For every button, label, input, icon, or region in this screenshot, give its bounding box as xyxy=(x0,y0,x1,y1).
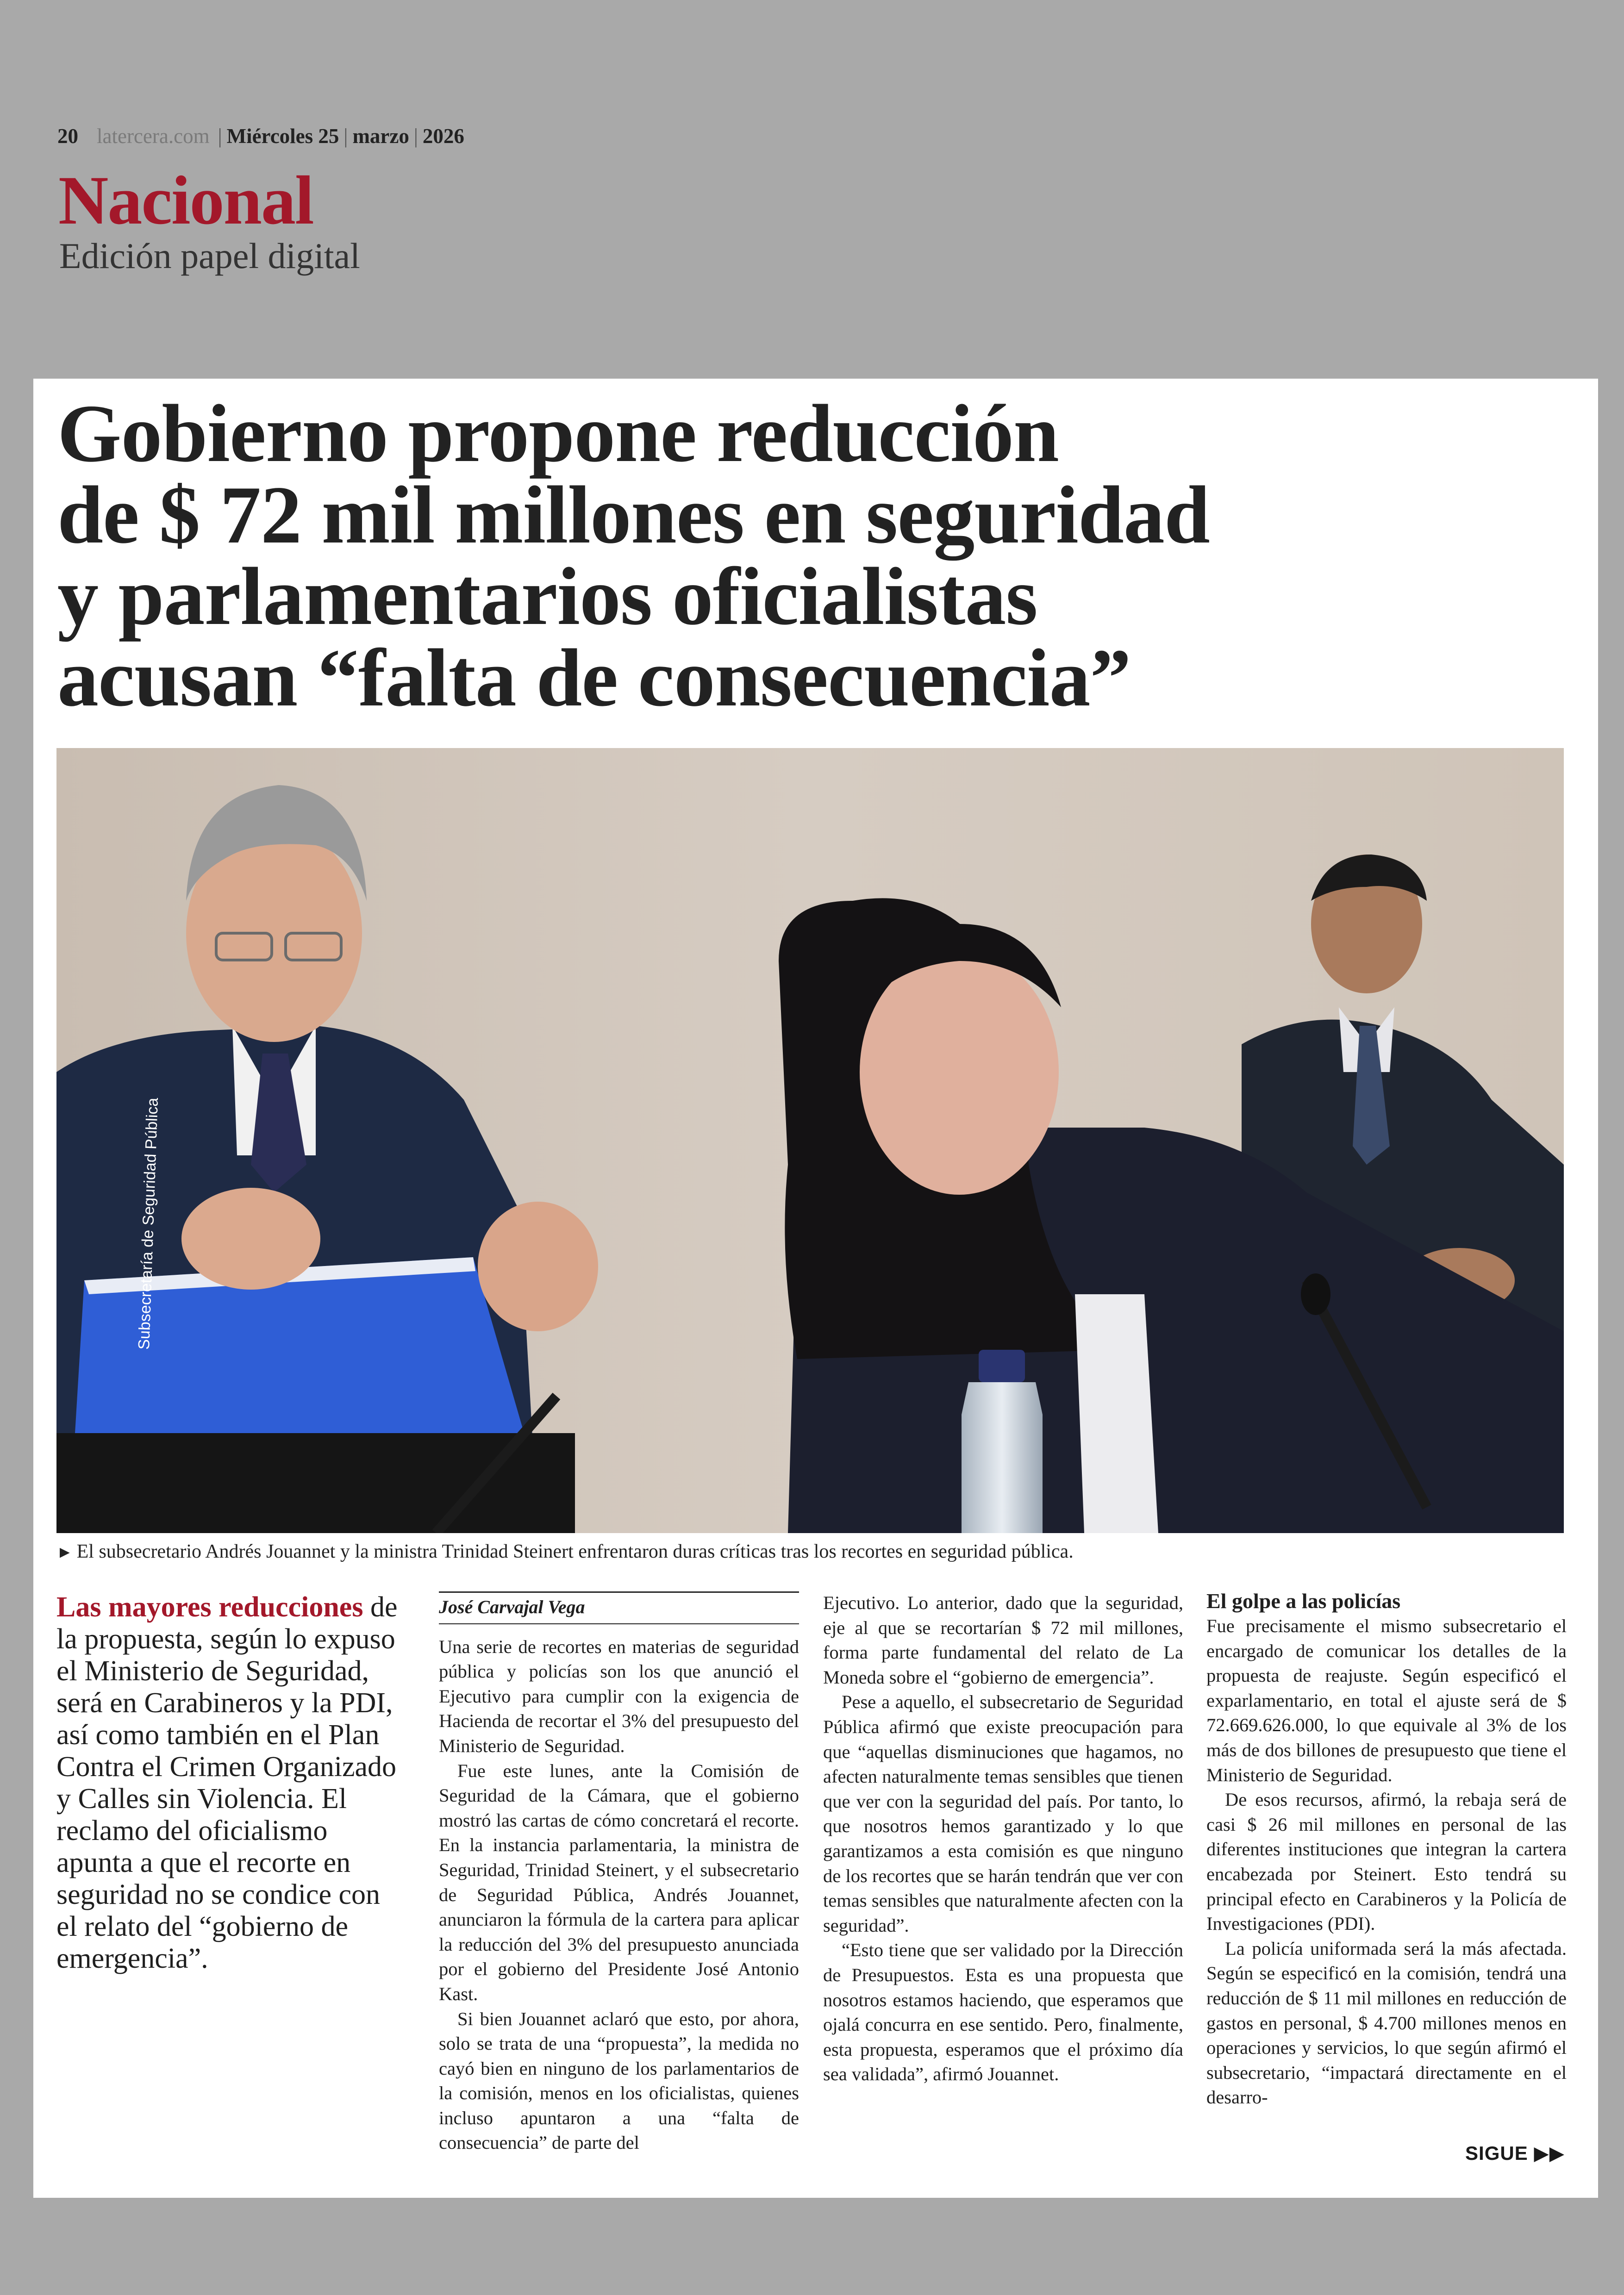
date-weekday: Miércoles 25 xyxy=(226,125,339,148)
paragraph: Una serie de recortes en materias de seguridad pública y policías son los que anunció el Ejecutivo para cumplir con la exigencia de Hacienda de recortar el 3% del presupuesto del Ministerio de Seguridad. xyxy=(439,1636,799,1756)
date-year: 2026 xyxy=(422,125,464,148)
lead-text: de la propuesta, según lo expuso el Ministerio de Seguridad, será en Carabineros y la PDI, así como también en el Plan Contra el Crimen Organizado y Calles sin Violencia. El reclamo del oficialismo apunta a que el recorte en seguridad no se condice con el relato del “gobierno de emergencia”. xyxy=(56,1591,398,1974)
paragraph: De esos recursos, afirmó, la rebaja será de casi $ 26 mil millones en personal de las diferentes instituciones que integran la cartera encabezada por Steinert. Esto tendrá su principal efecto en Carabineros y la Policía de Investigaciones (PDI). xyxy=(1206,1789,1567,1934)
photo-hand-right xyxy=(478,1202,598,1331)
paragraph: La policía uniformada será la más afectada. Según se especificó en la comisión, tendrá una reducción de $ 11 mil millones en reducción de gastos en personal, $ 4.700 millones menos en operaciones y servicios, lo que según afirmó el subsecretario, “impactará directamente en el desarro- xyxy=(1206,1938,1567,2108)
article-photo xyxy=(56,748,1564,1533)
photo-caption xyxy=(56,1540,1566,1563)
paragraph: Ejecutivo. Lo anterior, dado que la seguridad, eje al que se recortarían $ 72 mil millones, forma parte fundamental del relato de La Moneda sobre el “gobierno de emergencia”. xyxy=(823,1592,1183,1688)
paragraph: Fue este lunes, ante la Comisión de Seguridad de la Cámara, que el gobierno mostró las cartas de cómo concretará el recorte. En la instancia parlamentaria, la ministra de Seguridad, Trinidad Steinert, y el subsecretario de Seguridad Pública, Andrés Jouannet, anunciaron la fórmula de la cartera para aplicar la reducción del 3% del presupuesto anunciada por el gobierno del Presidente José Antonio Kast. xyxy=(439,1760,799,2004)
folder-text: Subsecretaría de Seguridad Pública xyxy=(135,1097,162,1350)
article-headline xyxy=(57,387,1493,723)
lead-kicker: Las mayores reducciones xyxy=(56,1591,363,1623)
article-column-1 xyxy=(439,1591,799,2155)
separator: | xyxy=(218,125,222,148)
subheading: El golpe a las policías xyxy=(1206,1589,1401,1613)
section-title: Nacional xyxy=(58,162,313,239)
photo-hand-left xyxy=(181,1188,320,1290)
paragraph: Pese a aquello, el subsecretario de Seguridad Pública afirmó que existe preocupación para que “aquellas disminuciones que hagamos, no afecten naturalmente temas sensibles que tienen que ver con la seguridad del país. Por tanto, lo que nosotros hemos garantizado y lo que garantizamos a esta comisión es que ninguno de los recortes que se harán tendrán que ver con temas sensibles que naturalmente afecten con la seguridad”. xyxy=(823,1691,1183,1936)
headline-line: de $ 72 mil millones en seguridad xyxy=(57,469,1210,561)
page-number: 20 xyxy=(57,125,78,148)
headline-line: acusan “falta de consecuencia” xyxy=(57,632,1131,723)
paragraph: Fue precisamente el mismo subsecretario el encargado de comunicar los detalles de la propuesta de reajuste. Según especificó el exparlamentario, en total el ajuste será de $ 72.669.626.000, lo que equivale al 3% de los más de dos billones de presupuesto que tiene el Ministerio de Seguridad. xyxy=(1206,1615,1567,1785)
byline: José Carvajal Vega xyxy=(439,1591,799,1624)
edition-subtitle: Edición papel digital xyxy=(59,236,360,276)
photo-bag xyxy=(56,1433,575,1533)
paragraph: “Esto tiene que ser validado por la Dirección de Presupuestos. Esta es una propuesta que nosotros estamos haciendo, que esperamos que ojalá concurra en ese sentido. Pero, finalmente, esta propuesta, esperamos que el próximo día sea validada”, afirmó Jouannet. xyxy=(823,1940,1183,2085)
article-lead xyxy=(56,1591,404,1975)
headline-line: Gobierno propone reducción xyxy=(57,387,1059,479)
separator: | xyxy=(344,125,348,148)
continue-link[interactable]: SIGUE ▶▶ xyxy=(1465,2142,1565,2164)
separator: | xyxy=(413,125,418,148)
caption-arrow-icon: ► xyxy=(56,1543,73,1561)
headline-line: y parlamentarios oficialistas xyxy=(57,550,1037,642)
newspaper-page xyxy=(33,379,1598,2198)
caption-text: El subsecretario Andrés Jouannet y la ministra Trinidad Steinert enfrentaron duras críticas tras los recortes en seguridad pública. xyxy=(76,1541,1074,1562)
article-column-3 xyxy=(1206,1589,1567,2110)
folio-line xyxy=(57,124,464,148)
date-month: marzo xyxy=(352,125,409,148)
article-column-2 xyxy=(823,1590,1183,2087)
site-name[interactable]: latercera.com xyxy=(97,125,210,148)
paragraph: Si bien Jouannet aclaró que esto, por ahora, solo se trata de una “propuesta”, la medida no cayó bien en ninguno de los parlamentarios de la comisión, menos en los oficialistas, quienes incluso apuntaron a una “falta de consecuencia” de parte del xyxy=(439,2008,799,2153)
